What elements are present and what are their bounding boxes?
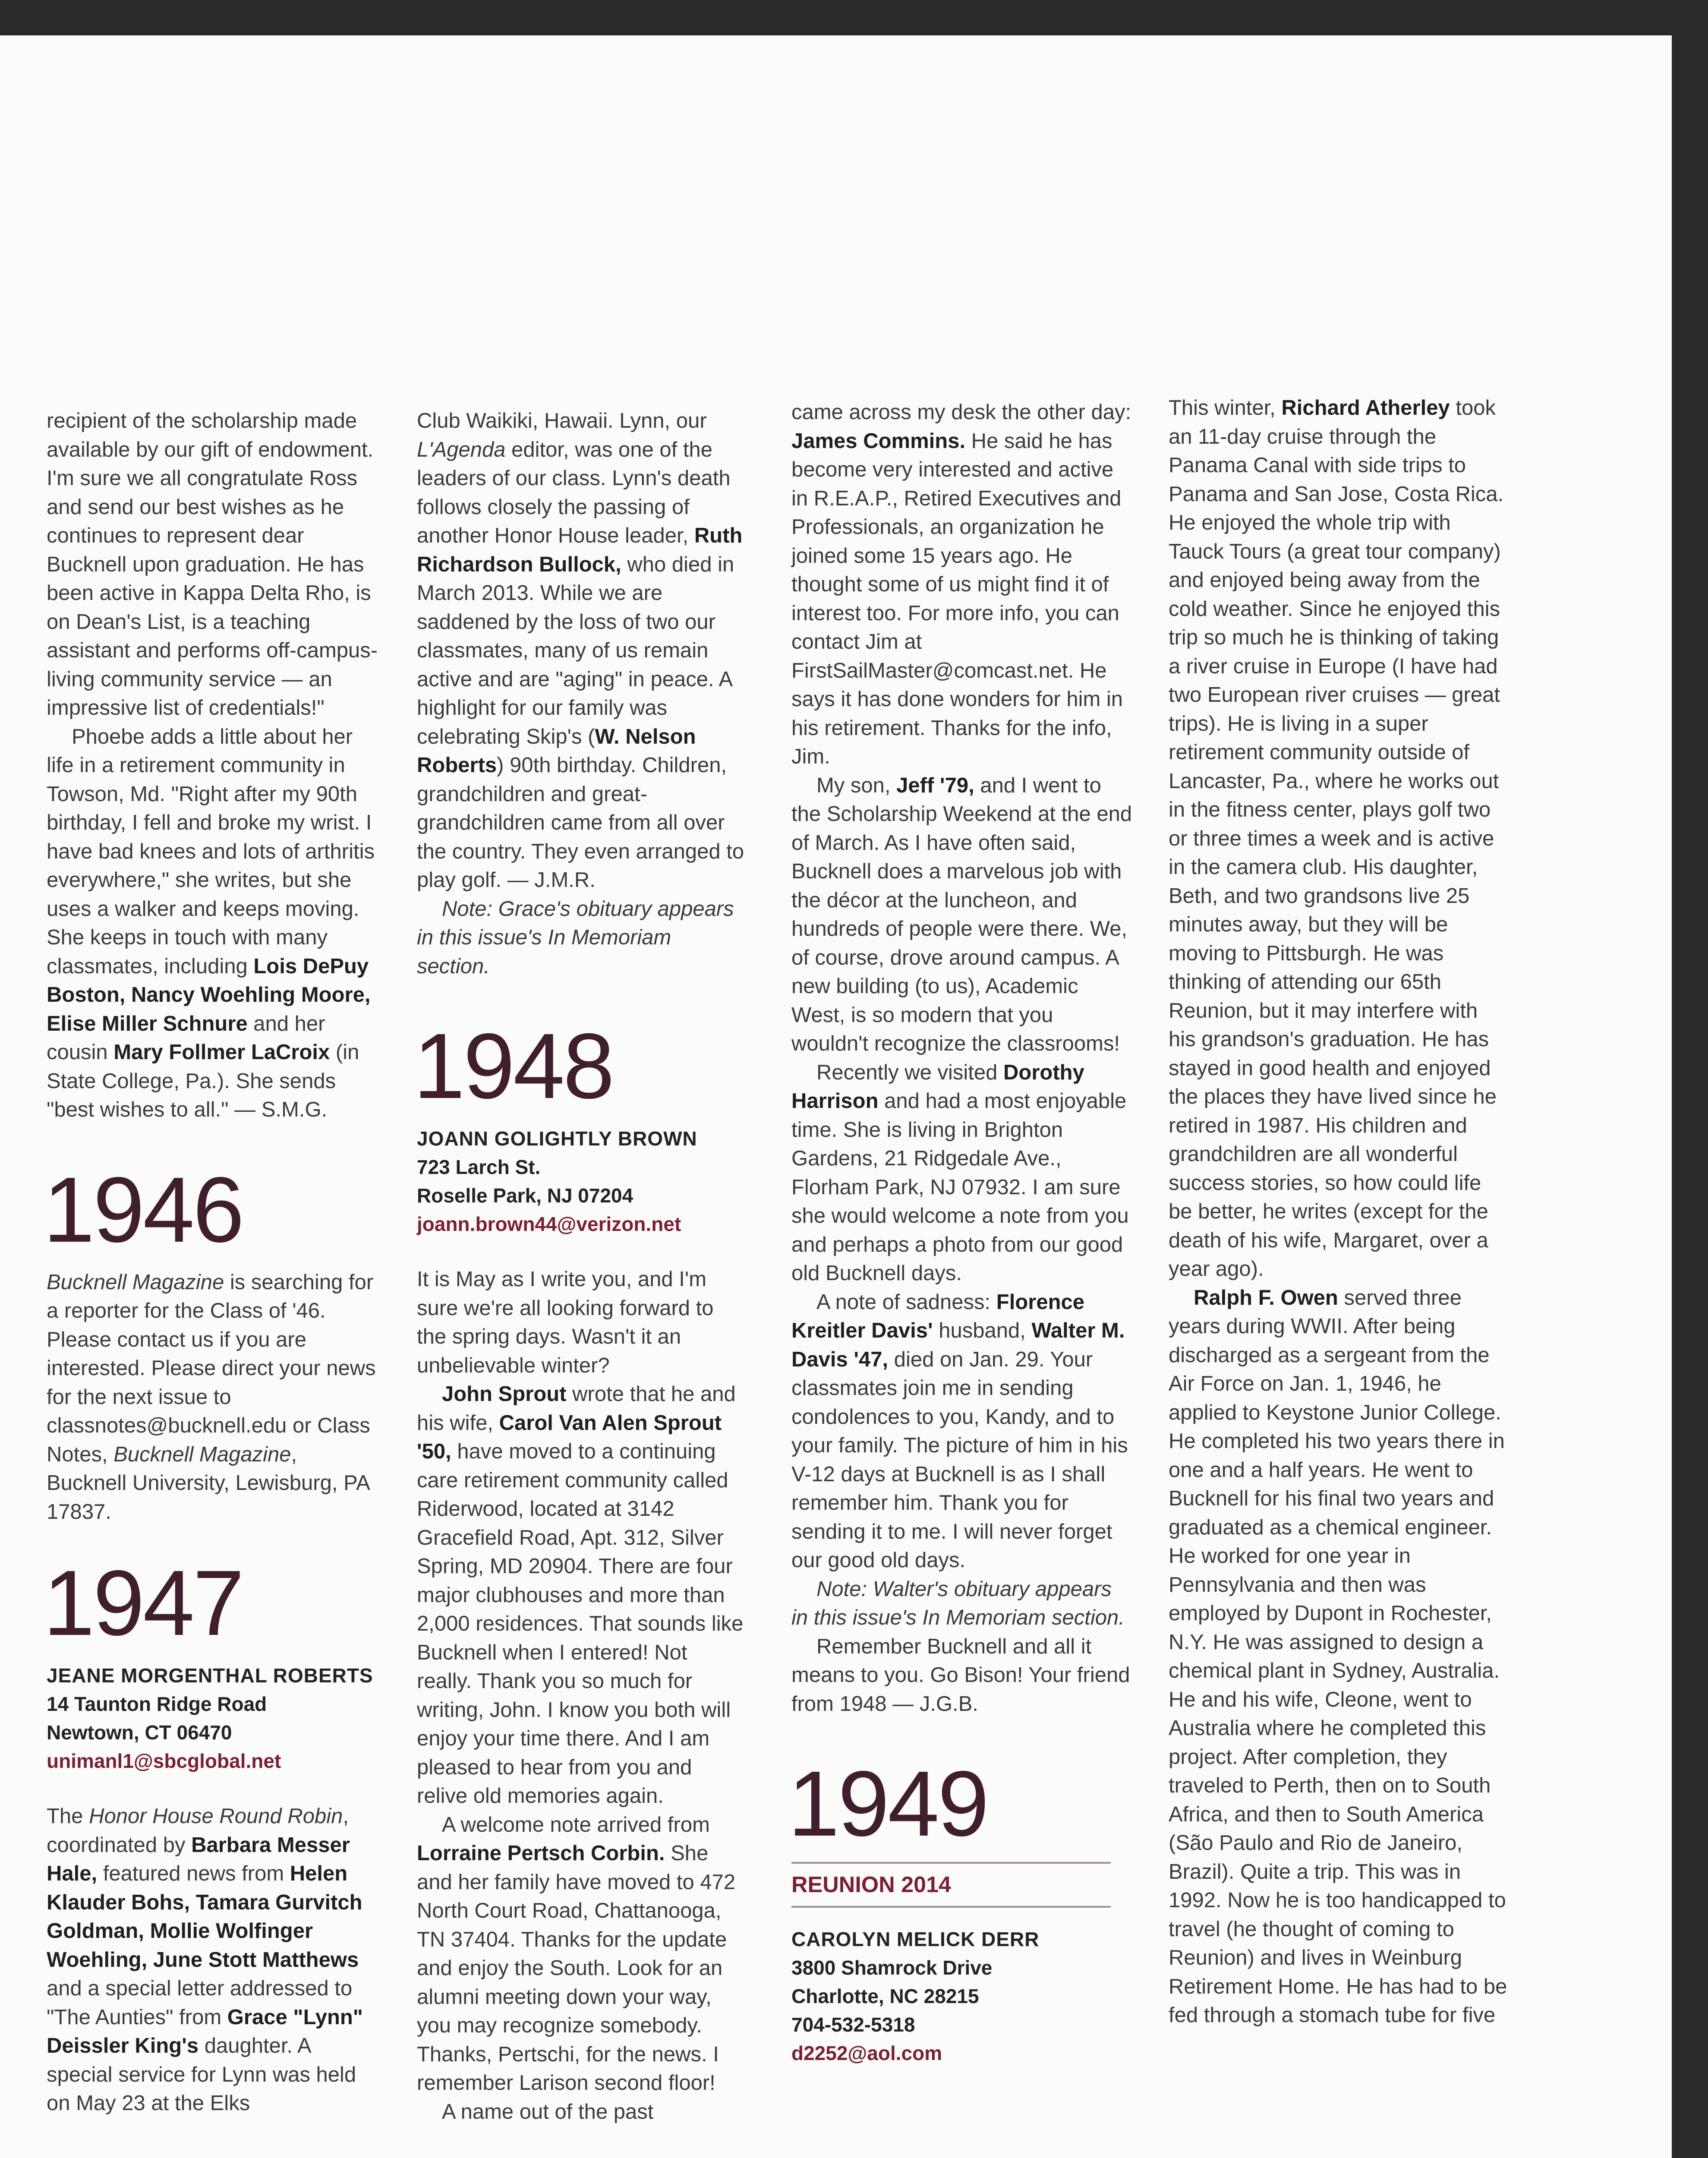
classmate-name: Mary Follmer LaCroix	[113, 1041, 330, 1064]
paragraph: A note of sadness: Florence Kreitler Davis' husband, Walter M. Davis '47, died on Jan. 29. Your classmates join me in sending condolences to you, Kandy, and to your family. The picture of him in his V-12 days at Bucknell is as I shall remember him. Thank you for sending it to me. I will never forget our good old days.	[791, 1290, 1128, 1572]
magazine-page	[0, 35, 1672, 2158]
class-reporter-block	[47, 1661, 379, 1775]
reporter-address: 723 Larch St.	[417, 1156, 541, 1178]
column-1	[43, 407, 379, 2118]
paragraph: Club Waikiki, Hawaii. Lynn, our L'Agenda editor, was one of the leaders of our class. Lynn's death follows closely the passing of another Honor House leader, Ruth Richardson Bullock, who died in March 2013. While we are saddened by the loss of two our classmates, many of us remain active and are "aging" in peace. A highlight for our family was celebrating Skip's (W. Nelson Roberts) 90th birthday. Children, grandchildren and great-grandchildren came from all over the country. They even arranged to play golf. — J.M.R.	[417, 409, 744, 892]
reporter-address: 3800 Shamrock Drive	[791, 1956, 993, 1979]
reporter-address: 14 Taunton Ridge Road	[47, 1693, 267, 1715]
reporter-city: Charlotte, NC 28215	[791, 1985, 979, 2007]
paragraph: Recently we visited Dorothy Harrison and had a most enjoyable time. She is living in Brighton Gardens, 21 Ridgedale Ave., Florham Park, NJ 07932. I am sure she would welcome a note from you and perhaps a photo from our good old Bucknell days.	[791, 1060, 1129, 1285]
paragraph: Remember Bucknell and all it means to you. Go Bison! Your friend from 1948 — J.G.B.	[791, 1634, 1130, 1716]
reporter-email-link[interactable]: unimanl1@sbcglobal.net	[47, 1750, 281, 1772]
class-year-heading: 1949	[788, 1751, 988, 1855]
reporter-phone: 704-532-5318	[791, 2013, 915, 2036]
reporter-name: JEANE MORGENTHAL ROBERTS	[47, 1664, 373, 1687]
obituary-note: Note: Grace's obituary appears in this issue's In Memoriam section.	[417, 897, 734, 978]
reunion-banner: REUNION 2014	[791, 1862, 1111, 1908]
reporter-city: Newtown, CT 06470	[47, 1721, 232, 1744]
class-reporter-block	[417, 1124, 745, 1238]
column-2	[413, 407, 745, 2126]
paragraph: Phoebe adds a little about her life in a retirement community in Towson, Md. "Right after my 90th birthday, I fell and broke my wrist. I have bad knees and lots of arthritis everywhere," she writes, but she uses a walker and keeps moving. She keeps in touch with many classmates, including Lois DePuy Boston, Nancy Woehling Moore, Elise Miller Schnure and her cousin Mary Follmer LaCroix (in State College, Pa.). She sends "best wishes to all." — S.M.G.	[47, 725, 375, 1121]
paragraph: Bucknell Magazine is searching for a reporter for the Class of '46. Please contact us if you are interested. Please direct your news for the next issue to classnotes@bucknell.edu or Class Notes, Bucknell Magazine, Bucknell University, Lewisburg, PA 17837.	[47, 1270, 376, 1524]
paragraph: It is May as I write you, and I'm sure we're all looking forward to the spring days. Wasn't it an unbelievable winter?	[417, 1268, 714, 1377]
paragraph: came across my desk the other day: James Commins. He said he has become very interested and active in R.E.A.P., Retired Executives and Professionals, an organization he joined some 15 years ago. He thought some of us might find it of interest too. For more info, you can contact Jim at FirstSailMaster@comcast.net. He says it has done wonders for him in his retirement. Thanks for the info, Jim.	[791, 401, 1131, 768]
paragraph: This winter, Richard Atherley took an 11-day cruise through the Panama Canal with side trips to Panama and San Jose, Costa Rica. He enjoyed the whole trip with Tauck Tours (a great tour company) and enjoyed being away from the cold weather. Since he enjoyed this trip so much he is thinking of taking a river cruise in Europe (I have had two European river cruises — great trips). He is living in a super retirement community outside of Lancaster, Pa., where he works out in the fitness center, plays golf two or three times a week and is active in the camera club. His daughter, Beth, and two grandsons live 25 minutes away, but they will be moving to Pittsburgh. He was thinking of attending our 65th Reunion, but it may interfere with his grandson's graduation. He has stayed in good health and enjoyed the places they have lived since he retired in 1987. His children and grandchildren are all wonderful success stories, so how could life be better, he writes (except for the death of his wife, Margaret, over a year ago).	[1169, 396, 1504, 1281]
paragraph: A name out of the past	[442, 2100, 654, 2123]
column-4	[1169, 394, 1509, 2030]
paragraph: The Honor House Round Robin, coordinated by Barbara Messer Hale, featured news from Helen Klauder Bohs, Tamara Gurvitch Goldman, Mollie Wolfinger Woehling, June Stott Matthews and a special letter addressed to "The Aunties" from Grace "Lynn" Deissler King's daughter. A special service for Lynn was held on May 23 at the Elks	[47, 1805, 363, 2115]
class-year-heading: 1947	[43, 1551, 243, 1655]
class-year-heading: 1946	[43, 1157, 243, 1262]
reporter-email-link[interactable]: joann.brown44@verizon.net	[417, 1213, 681, 1235]
classmate-names: Lois DePuy Boston, Nancy Woehling Moore, Elise Miller Schnure	[47, 954, 371, 1035]
paragraph: Ralph F. Owen served three years during WWII. After being discharged as a sergeant from the Air Force on Jan. 1, 1946, he applied to Keystone Junior College. He completed his two years there in one and a half years. He went to Bucknell for his final two years and graduated as a chemical engineer. He worked for one year in Pennsylvania and then was employed by Dupont in Rochester, N.Y. He was assigned to design a chemical plant in Sydney, Australia. He and his wife, Cleone, went to Australia where he completed this project. After completion, they traveled to Perth, then on to South Africa, and then to South America (São Paulo and Rio de Janeiro, Brazil). Quite a trip. This was in 1992. Now he is too handicapped to travel (he thought of coming to Reunion) and lives in Weinburg Retirement Home. He has had to be fed through a stomach tube for five	[1169, 1286, 1507, 2027]
class-reporter-block	[791, 1925, 1132, 2067]
class-year-heading: 1948	[413, 1014, 613, 1118]
reporter-name: CAROLYN MELICK DERR	[791, 1928, 1040, 1950]
paragraph: John Sprout wrote that he and his wife, Carol Van Alen Sprout '50, have moved to a continuing care retirement community called Riderwood, located at 3142 Gracefield Road, Apt. 312, Silver Spring, MD 20904. There are four major clubhouses and more than 2,000 residences. That sounds like Bucknell when I entered! Not really. Thank you so much for writing, John. I know you both will enjoy your time there. And I am pleased to hear from you and relive old memories again.	[417, 1382, 744, 1808]
obituary-note: Note: Walter's obituary appears in this issue's In Memoriam section.	[791, 1577, 1125, 1629]
reporter-city: Roselle Park, NJ 07204	[417, 1184, 633, 1207]
reporter-name: JOANN GOLIGHTLY BROWN	[417, 1127, 697, 1150]
column-3	[788, 398, 1132, 2067]
paragraph: My son, Jeff '79, and I went to the Scholarship Weekend at the end of March. As I have often said, Bucknell does a marvelous job with the décor at the luncheon, and hundreds of people were there. We, of course, drove around campus. A new building (to us), Academic West, is so modern that you wouldn't recognize the classrooms!	[791, 773, 1132, 1055]
paragraph: A welcome note arrived from Lorraine Pertsch Corbin. She and her family have moved to 472 North Court Road, Chattanooga, TN 37404. Thanks for the update and enjoy the South. Look for an alumni meeting down your way, you may recognize somebody. Thanks, Pertschi, for the news. I remember Larison second floor!	[417, 1813, 736, 2095]
paragraph: recipient of the scholarship made available by our gift of endowment. I'm sure we all congratulate Ross and send our best wishes as he continues to represent dear Bucknell upon graduation. He has been active in Kappa Delta Rho, is on Dean's List, is a teaching assistant and performs off-campus-living community service — an impressive list of credentials!"	[47, 409, 378, 719]
reporter-email-link[interactable]: d2252@aol.com	[791, 2042, 942, 2064]
